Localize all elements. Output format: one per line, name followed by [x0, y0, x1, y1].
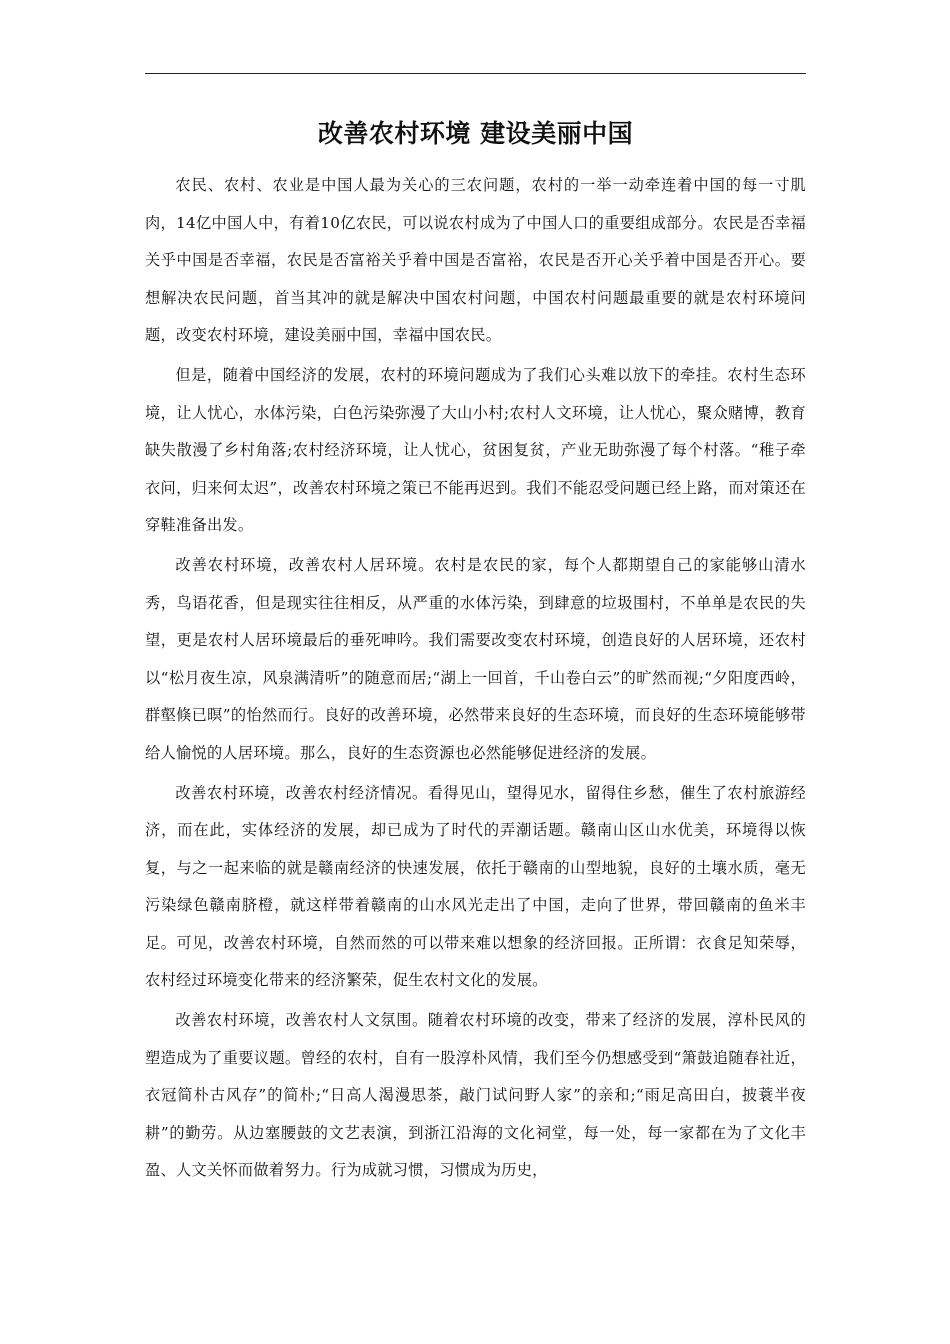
paragraph-4: 改善农村环境，改善农村经济情况。看得见山，望得见水，留得住乡愁，催生了农村旅游经济，而在此，实体经济的发展，却已成为了时代的弄潮话题。赣南山区山水优美，环境得以恢复，与之一起来临的就是赣南经济的快速发展，依托于赣南的山型地貌，良好的土壤水质，毫无污染绿色赣南脐橙，就这样带着赣南的山水风光走出了中国，走向了世界，带回赣南的鱼米丰足。可见，改善农村环境，自然而然的可以带来难以想象的经济回报。正所谓：衣食足知荣辱，农村经过环境变化带来的经济繁荣，促生农村文化的发展。 [145, 783, 806, 990]
document-body [145, 167, 806, 1192]
header-rule [145, 73, 806, 74]
paragraph-2: 但是，随着中国经济的发展，农村的环境问题成为了我们心头难以放下的牵挂。农村生态环境，让人忧心，水体污染，白色污染弥漫了大山小村;农村人文环境，让人忧心，聚众赌博，教育缺失散漫了乡村角落;农村经济环境，让人忧心，贫困复贫，产业无助弥漫了每个村落。“稚子牵衣问，归来何太迟”，改善农村环境之策已不能再迟到。我们不能忍受问题已经上路，而对策还在穿鞋准备出发。 [145, 365, 806, 535]
paragraph-5: 改善农村环境，改善农村人文氛围。随着农村环境的改变，带来了经济的发展，淳朴民风的塑造成为了重要议题。曾经的农村，自有一股淳朴风情，我们至今仍想感受到“箫鼓追随春社近，衣冠简朴古风存”的简朴;“日高人渴漫思茶，敲门试问野人家”的亲和;“雨足高田白，披蓑半夜耕”的勤劳。从边塞腰鼓的文艺表演，到浙江沿海的文化祠堂，每一处，每一家都在为了文化丰盈、人文关怀而做着努力。行为成就习惯，习惯成为历史， [145, 1011, 806, 1180]
paragraph-3: 改善农村环境，改善农村人居环境。农村是农民的家，每个人都期望自己的家能够山清水秀，鸟语花香，但是现实往往相反，从严重的水体污染，到肆意的垃圾围村，不单单是农民的失望，更是农村人居环境最后的垂死呻吟。我们需要改变农村环境，创造良好的人居环境，还农村以“松月夜生凉，风泉满清听”的随意而居;“湖上一回首，千山卷白云”的旷然而视;“夕阳度西岭，群壑倏已暝”的怡然而行。良好的改善环境，必然带来良好的生态环境，而良好的生态环境能够带给人愉悦的人居环境。那么，良好的生态资源也必然能够促进经济的发展。 [145, 555, 806, 762]
paragraph-1: 农民、农村、农业是中国人最为关心的三农问题，农村的一举一动牵连着中国的每一寸肌肉，14亿中国人中，有着10亿农民，可以说农村成为了中国人口的重要组成部分。农民是否幸福关乎中国是否幸福，农民是否富裕关乎着中国是否富裕，农民是否开心关乎着中国是否开心。要想解决农民问题，首当其冲的就是解决中国农村问题，中国农村问题最重要的就是农村环境问题，改变农村环境，建设美丽中国，幸福中国农民。 [145, 176, 806, 345]
document-title: 改善农村环境 建设美丽中国 [317, 119, 634, 148]
